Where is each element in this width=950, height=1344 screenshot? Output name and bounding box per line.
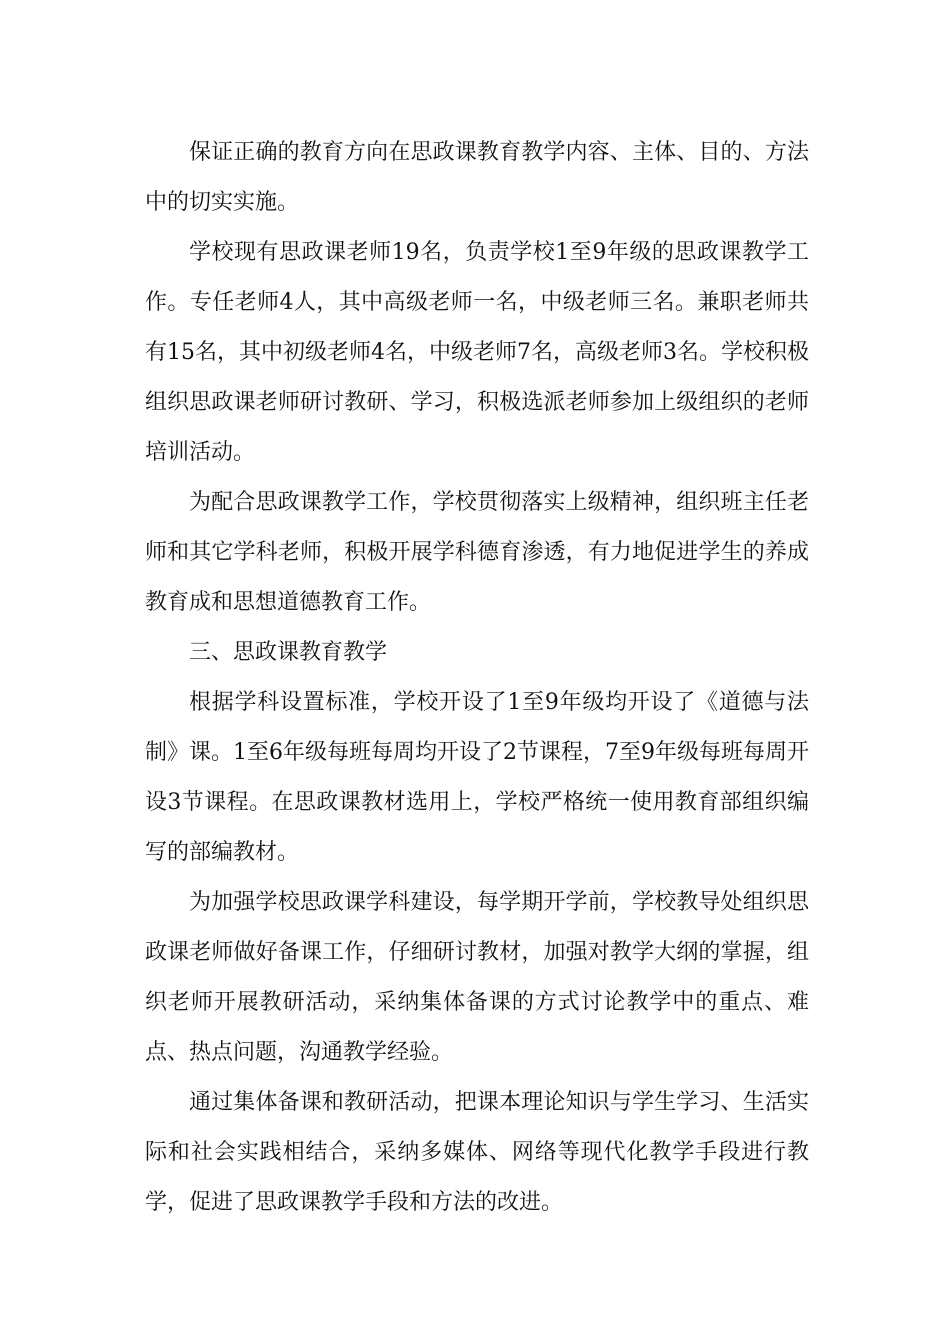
paragraph-teaching-methods: 通过集体备课和教研活动，把课本理论知识与学生学习、生活实际和社会实践相结合，采纳多媒体、网络等现代化教学手段进行教学，促进了思政课教学手段和方法的改进。: [145, 1090, 809, 1215]
document-body: [145, 128, 809, 1228]
paragraph-teacher-staff: 学校现有思政课老师19名，负责学校1至9年级的思政课教学工作。专任老师4人，其中高级老师一名，中级老师三名。兼职老师共有15名，其中初级老师4名，中级老师7名，高级老师3名。学校积极组织思政课老师研讨教研、学习，积极选派老师参加上级组织的老师培训活动。: [145, 240, 809, 465]
paragraph-curriculum: 根据学科设置标准，学校开设了1至9年级均开设了《道德与法制》课。1至6年级每班每周均开设了2节课程，7至9年级每班每周开设3节课程。在思政课教材选用上，学校严格统一使用教育部组织编写的部编教材。: [145, 690, 809, 865]
section-heading-teaching: 三、思政课教育教学: [189, 640, 388, 665]
paragraph-education-direction: 保证正确的教育方向在思政课教育教学内容、主体、目的、方法中的切实实施。: [145, 140, 809, 215]
paragraph-lesson-preparation: 为加强学校思政课学科建设，每学期开学前，学校教导处组织思政课老师做好备课工作，仔细研讨教材，加强对教学大纲的掌握，组织老师开展教研活动，采纳集体备课的方式讨论教学中的重点、难点、热点问题，沟通教学经验。: [145, 890, 809, 1065]
paragraph-moral-education: 为配合思政课教学工作，学校贯彻落实上级精神，组织班主任老师和其它学科老师，积极开展学科德育渗透，有力地促进学生的养成教育成和思想道德教育工作。: [145, 490, 809, 615]
